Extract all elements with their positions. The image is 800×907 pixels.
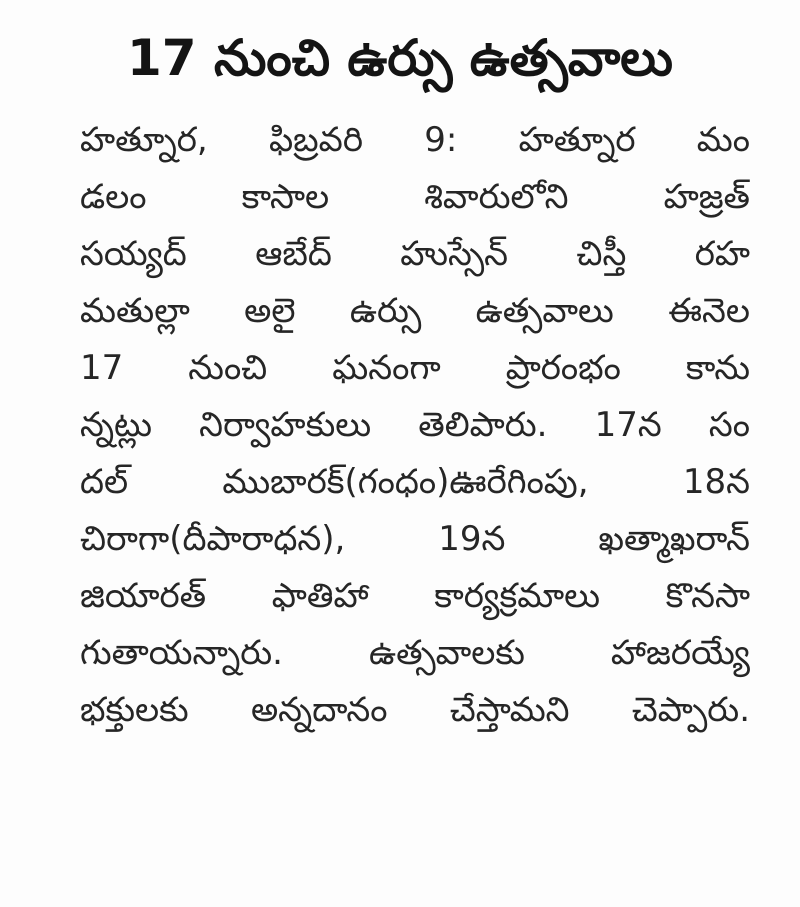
article-line: న్నట్లు నిర్వాహకులు తెలిపారు. 17న సం xyxy=(80,405,750,445)
article-line: గుతాయన్నారు. ఉత్సవాలకు హాజరయ్యే xyxy=(80,633,750,673)
article-line: హత్నూర, ఫిబ్రవరి 9: హత్నూర మం xyxy=(80,120,750,160)
article-line: చిరాగా(దీపారాధన), 19న ఖత్మాఖరాన్ xyxy=(80,519,750,559)
article-line: మతుల్లా అలై ఉర్సు ఉత్సవాలు ఈనెల xyxy=(80,291,750,331)
article-line: దల్ ముబారక్(గంధం)ఊరేగింపు, 18న xyxy=(80,462,750,502)
article-line: భక్తులకు అన్నదానం చేస్తామని చెప్పారు. xyxy=(80,690,750,730)
article-line: సయ్యద్ ఆబేద్ హుస్సేన్ చిస్తీ రహ xyxy=(80,234,750,274)
article-line: జియారత్ ఫాతిహా కార్యక్రమాలు కొనసా xyxy=(80,576,750,616)
article-line: డలం కాసాల శివారులోని హజ్రత్ xyxy=(80,177,750,217)
article-body xyxy=(80,112,750,739)
article-line: 17 నుంచి ఘనంగా ప్రారంభం కాను xyxy=(80,348,750,388)
article-headline: 17 నుంచి ఉర్సు ఉత్సవాలు xyxy=(126,29,673,87)
